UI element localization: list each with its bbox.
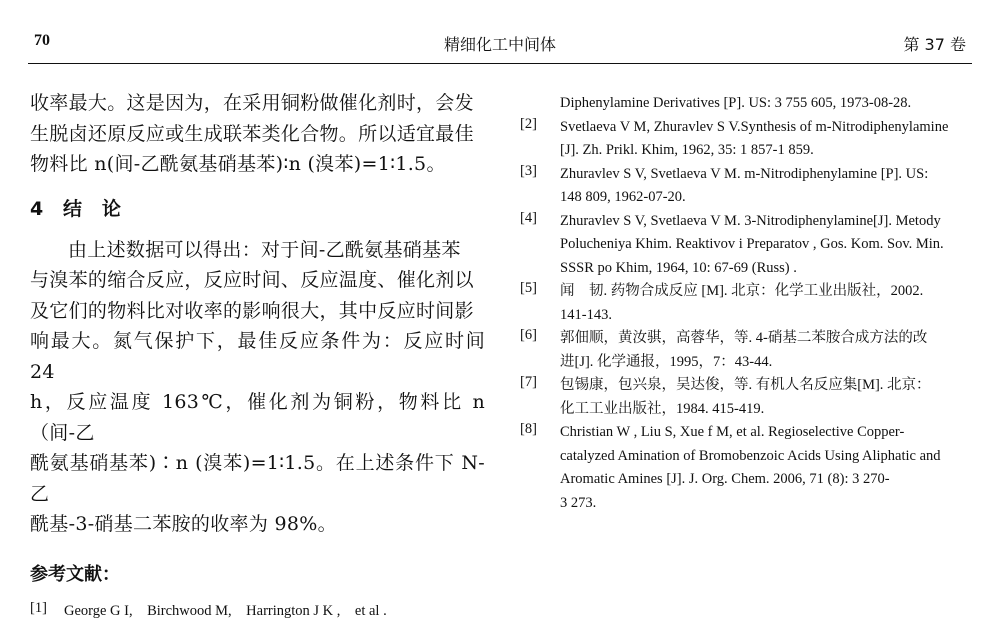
reference-number: [7]: [520, 374, 537, 390]
journal-title: 精细化工中间体: [443, 35, 556, 54]
paragraph-yield-discussion: [30, 88, 485, 180]
text-line: 生脱卤还原反应或生成联苯类化合物。所以适宜最佳: [30, 122, 474, 145]
reference-line: Svetlaeva V M, Zhuravlev S V.Synthesis of m-Nitrodiphenylamine: [560, 118, 949, 135]
volume-label: 第 37 卷: [903, 35, 966, 54]
page-number: 70: [34, 32, 50, 49]
reference-item-4: [520, 210, 975, 281]
reference-line: Zhuravlev S V, Svetlaeva V M. m-Nitrodiphenylamine [P]. US:: [560, 165, 929, 182]
text-line: 物料比 n(间-乙酰氨基硝基苯)∶n (溴苯)=1∶1.5。: [30, 153, 446, 175]
reference-number: [6]: [520, 327, 537, 343]
text-line: h，反应温度 163℃，催化剂为铜粉，物料比 n （间-乙: [30, 391, 485, 444]
reference-number: [520, 92, 560, 116]
reference-item-8: [520, 421, 975, 515]
reference-number: [4]: [520, 209, 537, 226]
reference-line: Zhuravlev S V, Svetlaeva V M. 3-Nitrodiphenylamine[J]. Metody: [560, 212, 941, 229]
text-line: 酰氨基硝基苯)∶n (溴苯)=1∶1.5。在上述条件下 N-乙: [30, 452, 485, 505]
reference-line: Polucheniya Khim. Reaktivov i Preparatov , Gos. Kom. Sov. Min.: [560, 236, 944, 252]
reference-line: catalyzed Amination of Bromobenzoic Acids Using Aliphatic and: [560, 447, 941, 464]
text-line: 及它们的物料比对收率的影响很大，其中反应时间影: [30, 299, 474, 322]
reference-line: Aromatic Amines [J]. J. Org. Chem. 2006, 71 (8): 3 270-: [560, 471, 890, 487]
reference-line: Christian W , Liu S, Xue f M, et al. Regioselective Copper-: [560, 424, 905, 440]
reference-line: 郭佃顺，黄汝骐，高蓉华，等. 4-硝基二苯胺合成方法的改: [560, 330, 928, 346]
reference-line: SSSR po Khim, 1964, 10: 67-69 (Russ) .: [560, 259, 797, 276]
reference-number: [8]: [520, 421, 537, 437]
reference-item-6: [520, 327, 975, 374]
text-line: 收率最大。这是因为，在采用铜粉做催化剂时，会发: [30, 92, 474, 114]
reference-number: [3]: [520, 162, 537, 179]
right-column: [520, 92, 975, 515]
references-heading: 参考文献：: [30, 563, 120, 585]
page-header: [28, 32, 972, 56]
reference-line: 闻 韧. 药物合成反应 [M]. 北京：化学工业出版社，2002.: [560, 283, 924, 299]
reference-line: 3 273.: [560, 494, 597, 511]
reference-item-2: [520, 116, 975, 163]
reference-line: 148 809, 1962-07-20.: [560, 189, 686, 205]
reference-number: [2]: [520, 115, 537, 132]
text-line: 由上述数据可以得出：对于间-乙酰氨基硝基苯: [68, 238, 461, 261]
reference-line: 化工工业出版社，1984. 415-419.: [560, 400, 765, 417]
left-column: [30, 88, 485, 623]
reference-number: [5]: [520, 280, 537, 296]
reference-item-1: [30, 600, 485, 623]
text-line: 响最大。氮气保护下，最佳反应条件为：反应时间 24: [30, 330, 485, 383]
paragraph-conclusion: [30, 235, 485, 540]
reference-item-5: [520, 280, 975, 327]
reference-item-1-cont: [520, 92, 975, 116]
header-rule: [28, 63, 972, 64]
reference-line: 包锡康，包兴泉，吴达俊，等. 有机人名反应集[M]. 北京：: [560, 377, 931, 393]
reference-line: 进[J]. 化学通报，1995，7：43-44.: [560, 353, 773, 370]
reference-line: [J]. Zh. Prikl. Khim, 1962, 35: 1 857-1 859.: [560, 142, 814, 158]
reference-line: Diphenylamine Derivatives [P]. US: 3 755 605, 1973-08-28.: [560, 95, 912, 111]
text-line: 与溴苯的缩合反应，反应时间、反应温度、催化剂以: [30, 269, 474, 291]
reference-item-7: [520, 374, 975, 421]
text-line: 酰基-3-硝基二苯胺的收率为 98%。: [30, 513, 337, 535]
reference-number: [1]: [30, 599, 47, 616]
section-heading-conclusion: 4 结 论: [30, 197, 122, 220]
reference-item-3: [520, 163, 975, 210]
reference-line: 141-143.: [560, 306, 612, 323]
reference-text: George G I, Birchwood M, Harrington J K , et al .: [64, 602, 387, 619]
